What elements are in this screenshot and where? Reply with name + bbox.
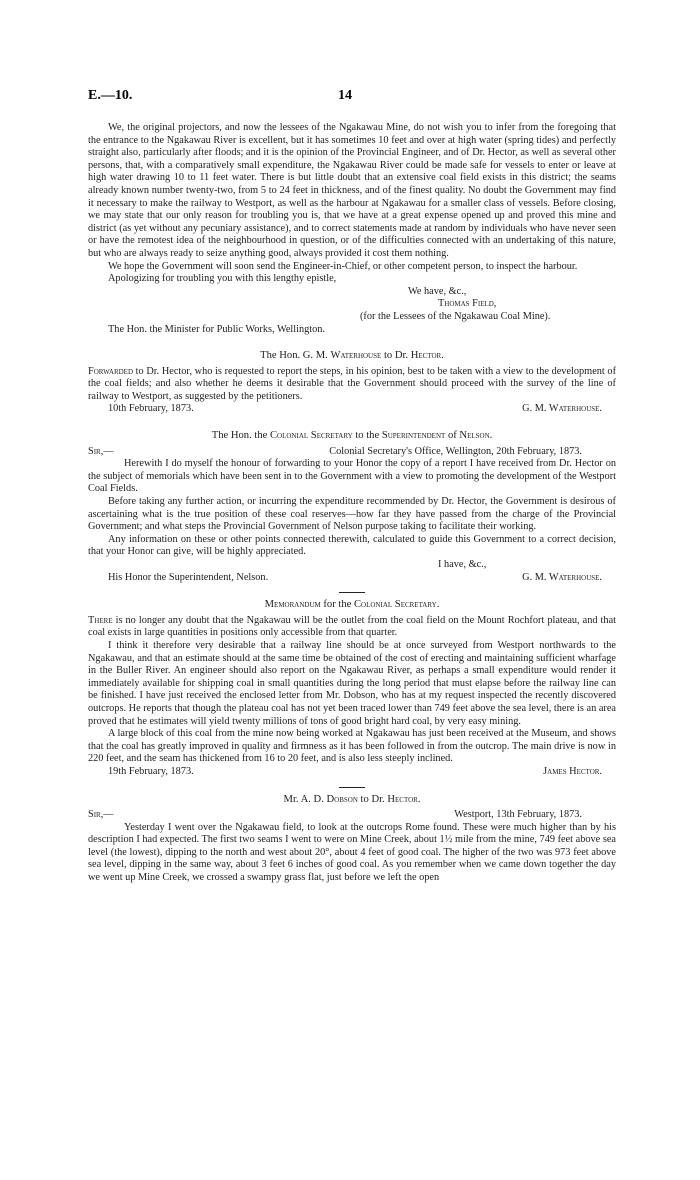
signature: G. M. Waterhouse. bbox=[522, 571, 602, 583]
document-body bbox=[88, 122, 616, 885]
letter-colonial-secretary bbox=[88, 430, 616, 584]
paragraph: Forwarded to Dr. Hector, who is requested to report the steps, in his opinion, best to be taken with a view to the development of the coal fields; and also whether he deems it desirable that the Government should proceed with the survey of the line of railway to Westport, as suggested by the petitioners. bbox=[88, 365, 616, 402]
addressee-signature-row bbox=[88, 572, 616, 585]
section-title: Memorandum for the Colonial Secretary. bbox=[264, 599, 440, 611]
section-title: Mr. A. D. Dobson to Dr. Hector. bbox=[283, 793, 421, 805]
page-number: 14 bbox=[338, 88, 352, 103]
letter-dobson bbox=[88, 794, 616, 885]
paragraph: Apologizing for troubling you with this lengthy epistle, bbox=[108, 273, 337, 285]
memorandum bbox=[88, 599, 616, 778]
section-title: The Hon. G. M. Waterhouse to Dr. Hector. bbox=[260, 350, 444, 362]
paragraph: Before taking any further action, or incurring the expenditure recommended by Dr. Hector, the Government is desirous of ascertaining what is the true position of these coal reserves—how far they have passed from the charge of the Provincial Government; and what steps the Provincial Government of Nelson purpose taking to facilitate their working. bbox=[88, 496, 616, 533]
place-date: Westport, 13th February, 1873. bbox=[454, 809, 582, 821]
salutation-row bbox=[88, 446, 616, 459]
paragraph: There is no longer any doubt that the Ngakawau will be the outlet from the coal field on the Mount Rochfort plateau, and that coal exists in large quantities in positions only accessible from that quarter. bbox=[88, 614, 616, 639]
divider bbox=[339, 592, 365, 593]
closing: I have, &c., bbox=[438, 559, 487, 570]
paragraph: Any information on these or other points connected therewith, calculated to guide this Government to a correct decision, that your Honor can give, will be highly appreciated. bbox=[88, 533, 616, 558]
salutation-row bbox=[88, 809, 616, 822]
date: 10th February, 1873. bbox=[108, 403, 194, 415]
page-header bbox=[88, 88, 616, 108]
date-signature-row bbox=[88, 403, 616, 416]
document-reference: E.—10. bbox=[88, 88, 133, 103]
letter-field bbox=[88, 122, 616, 336]
minute-waterhouse bbox=[88, 350, 616, 416]
salutation: Sir,— bbox=[88, 445, 114, 457]
section-title: The Hon. the Colonial Secretary to the Superintendent of Nelson. bbox=[211, 430, 493, 442]
closing: We have, &c., bbox=[408, 285, 467, 297]
date: 19th February, 1873. bbox=[108, 765, 194, 777]
addressee: The Hon. the Minister for Public Works, Wellington. bbox=[108, 323, 326, 335]
office-date: Colonial Secretary's Office, Wellington, 20th February, 1873. bbox=[329, 445, 582, 457]
paragraph: Herewith I do myself the honour of forwarding to your Honor the copy of a report I have received from Dr. Hector on the subject of memorials which have been sent in to the Government with a view to promoting the development of the Westport Coal Fields. bbox=[88, 458, 616, 495]
paragraph: Yesterday I went over the Ngakawau field, to look at the outcrops Rome found. These were much higher than by his description I had expected. The first two seams I went to were on Mine Creek, about 1½ mile from the mine, 749 feet above sea level (the lowest), dipping to the north and west about 20°, about 4 feet of good coal. The higher of the two was 973 feet above sea level, dipping in the same way, about 3 feet 6 inches of good coal. As you remember when we came down together the day we went up Mine Creek, we crossed a swampy grass flat, just before we left the open bbox=[88, 821, 616, 884]
paragraph: We hope the Government will soon send the Engineer-in-Chief, or other competent person, to inspect the harbour. bbox=[108, 260, 578, 272]
signature: Thomas Field, bbox=[438, 298, 497, 310]
divider bbox=[339, 787, 365, 788]
paragraph: I think it therefore very desirable that a railway line should be at once surveyed from Westport northwards to the Ngakawau, and that an estimate should at the same time be obtained of the cost of erecting and maintaining sufficient wharfage in the Buller River. An engineer should also report on the Ngakawau River, as perhaps a small expenditure would render it immediately available for shipping coal in small quantities during the long period that must elapse before the railway line can be finished. I have just received the enclosed letter from Mr. Dobson, who has at my request inspected the recently discovered outcrops. He reports that though the plateau coal has not yet been traced lower than 749 feet above the sea level, there is an area proved that he estimates will yield twenty millions of tons of good bright hard coal, by very easy mining. bbox=[88, 639, 616, 727]
signature: G. M. Waterhouse. bbox=[522, 403, 602, 415]
paragraph: A large block of this coal from the mine now being worked at Ngakawau has just been received at the Museum, and shows that the coal has greatly improved in quality and firmness as it has been followed in from the outcrop. The main drive is now in 220 feet, and the seam has thickened from 16 to 20 feet, and is also less steeply inclined. bbox=[88, 728, 616, 765]
addressee: His Honor the Superintendent, Nelson. bbox=[108, 571, 269, 583]
signature: James Hector. bbox=[543, 765, 602, 777]
signature-note: (for the Lessees of the Ngakawau Coal Mine). bbox=[360, 310, 551, 322]
salutation: Sir,— bbox=[88, 809, 114, 821]
paragraph: We, the original projectors, and now the lessees of the Ngakawau Mine, do not wish you to infer from the foregoing that the entrance to the Ngakawau River is excellent, but it has sometimes 10 feet and over at high water (spring tides) and perfectly straight also, particularly after floods; and it is the opinion of the Provincial Engineer, and of Dr. Hector, as well as several other persons, that, with a comparatively small expenditure, the Ngakawau River could be made safe for vessels to enter or leave at high water drawing 10 to 11 feet water. There is but little doubt that an extensive coal field exists in this district; the seams already known number twenty-two, from 5 to 24 feet in thickness, and of the finest quality. No doubt the Government may find it necessary to make the railway to Westport, as well as the harbour at Ngakawau for a smaller class of vessels. Before closing, we may state that our only reason for troubling you is, that we have at a great expense opened up and proved this mine and district (as yet without any pecuniary assistance), and to correct statements made at random by individuals who have never seen or have the remotest idea of the neighbourhood in question, or of the difficulties connected with an undertaking of this nature, but who are always ready to seize anything good, always provided it cost them nothing. bbox=[88, 122, 616, 259]
date-signature-row bbox=[88, 766, 616, 779]
